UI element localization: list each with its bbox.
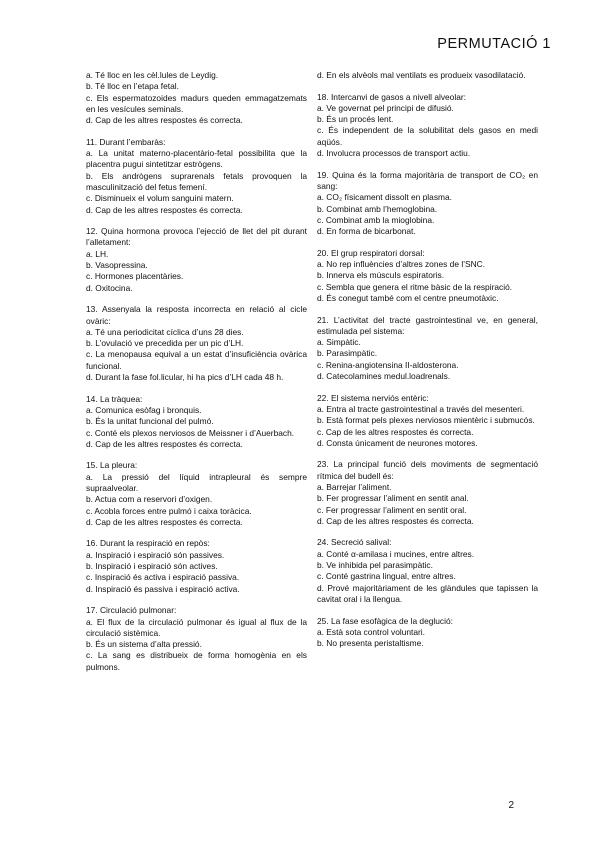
question-title: 12. Quina hormona provoca l’ejecció de llet del pit durant l’alletament: bbox=[86, 226, 307, 248]
answer-option: a. Simpàtic. bbox=[317, 337, 361, 348]
question-title: 11. Durant l’embaràs: bbox=[86, 136, 166, 147]
answer-option: b. No presenta peristaltisme. bbox=[317, 638, 424, 649]
answer-option: c. Fer progressar l’aliment en sentit oral. bbox=[317, 504, 467, 515]
answer-option: b. Innerva els múscuIs espiratoris. bbox=[317, 270, 445, 281]
answer-option: d. Cap de les altres respostes és correcta. bbox=[86, 438, 243, 449]
answer-option: b. Té lloc en l’etapa fetal. bbox=[86, 81, 179, 92]
answer-option: b. Vasopressina. bbox=[86, 260, 148, 271]
question-block bbox=[317, 393, 538, 449]
question-block bbox=[317, 315, 538, 383]
question-title: 19. Quina és la forma majoritària de transport de CO₂ en sang: bbox=[317, 169, 538, 191]
question-title: 25. La fase esofàgica de la deglució: bbox=[317, 615, 453, 626]
answer-option: d. En forma de bicarbonat. bbox=[317, 226, 416, 237]
answer-option: a. Té lloc en les cèl.lules de Leydig. bbox=[86, 70, 219, 80]
question-title: 14. La tràquea: bbox=[86, 393, 143, 404]
question-block bbox=[86, 394, 307, 450]
answer-option: c. És independent de la solubilitat dels gasos en medi aqüós. bbox=[317, 125, 538, 147]
answer-option: a. No rep influències d’altres zones de l’SNC. bbox=[317, 259, 486, 270]
question-block bbox=[317, 459, 538, 527]
question-title: 23. La principal funció dels moviments de segmentació rítmica del budell és: bbox=[317, 459, 538, 481]
question-block bbox=[317, 70, 538, 81]
question-block bbox=[86, 137, 307, 216]
answer-option: a. Entra al tracte gastrointestinal a través del mesenteri. bbox=[317, 403, 525, 414]
answer-option: c. Combinat amb la mioglobina. bbox=[317, 214, 435, 225]
answer-option: c. Cap de les altres respostes és correcta. bbox=[317, 426, 474, 437]
question-block bbox=[317, 92, 538, 160]
answer-option: c. Inspiració és activa i espiració passiva. bbox=[86, 572, 240, 583]
answer-option: a. CO₂ físicament dissolt en plasma. bbox=[317, 192, 452, 203]
question-block bbox=[86, 605, 307, 673]
answer-option: a. La unitat materno-placentàrio-fetal possibilita que la placentra pugui sintetitzar estrògens. bbox=[86, 148, 307, 170]
answer-option: c. Conté els plexos nerviosos de Meissner i d’Auerbach. bbox=[86, 427, 295, 438]
question-title: 16. Durant la respiració en repòs: bbox=[86, 538, 210, 549]
page-header-title: PERMUTACIÓ 1 bbox=[437, 36, 551, 52]
question-title: 18. Intercanvi de gasos a nivell alveolar: bbox=[317, 91, 466, 102]
question-block bbox=[86, 460, 307, 528]
question-block bbox=[86, 70, 307, 126]
answer-option: c. Sembla que genera el ritme bàsic de la respiració. bbox=[317, 281, 513, 292]
answer-option: c. La menopausa equival a un estat d’insuficiència ovàrica funcional. bbox=[86, 349, 307, 371]
answer-option: d. Cap de les altres respostes és correcta. bbox=[86, 516, 243, 527]
question-block bbox=[317, 616, 538, 650]
answer-option: b. Ve inhibida pel parasimpàtic. bbox=[317, 560, 433, 571]
question-title: 21. L’activitat del tracte gastrointestinal ve, en general, estimulada pel sistema: bbox=[317, 314, 538, 336]
answer-option: d. Inspiració és passiva i espiració activa. bbox=[86, 583, 240, 594]
answer-option: d. Durant la fase fol.licular, hi ha pics d’LH cada 48 h. bbox=[86, 372, 284, 383]
answer-option: d. Prové majoritàriament de les glàndules que tapissen la cavitat oral i la llengua. bbox=[317, 582, 538, 604]
question-block bbox=[317, 170, 538, 238]
answer-option: b. Inspiració i espiració són actives. bbox=[86, 561, 218, 572]
answer-option: c. Renina-angiotensina II-aldosterona. bbox=[317, 359, 459, 370]
answer-option: d. En els alvèols mal ventilats es produeix vasodilatació. bbox=[317, 70, 526, 80]
answer-option: b. Fer progressar l’aliment en sentit anal. bbox=[317, 493, 469, 504]
right-column bbox=[317, 70, 538, 660]
answer-option: b. És la unitat funcional del pulmó. bbox=[86, 416, 214, 427]
answer-option: a. Inspiració i espiració són passives. bbox=[86, 549, 225, 560]
answer-option: a. Té una periodicitat cíclica d’uns 28 dies. bbox=[86, 326, 244, 337]
answer-option: c. Acobla forces entre pulmó i caixa toràcica. bbox=[86, 505, 252, 516]
question-title: 17. Circulació pulmonar: bbox=[86, 605, 177, 616]
answer-option: d. Cap de les altres respostes és correcta. bbox=[86, 115, 243, 126]
answer-option: d. És conegut també com el centre pneumotàxic. bbox=[317, 292, 499, 303]
answer-option: b. Els andrògens suprarenals fetals provoquen la masculinització del fetus femení. bbox=[86, 170, 307, 192]
answer-option: b. És un sistema d’alta pressió. bbox=[86, 639, 202, 650]
question-title: 22. El sistema nerviós entèric: bbox=[317, 392, 429, 403]
answer-option: a. Està sota control voluntari. bbox=[317, 626, 425, 637]
answer-option: b. Actua com a reservori d’oxigen. bbox=[86, 494, 213, 505]
answer-option: d. Cap de les altres respostes és correcta. bbox=[317, 515, 474, 526]
answer-option: c. La sang es distribueix de forma homogènia en els pulmons. bbox=[86, 650, 307, 672]
answer-option: a. El flux de la circulació pulmonar és igual al flux de la circulació sistèmica. bbox=[86, 616, 307, 638]
answer-option: a. La pressió del líquid intrapleural és sempre supraalveolar. bbox=[86, 471, 307, 493]
answer-option: c. Hormones placentàries. bbox=[86, 271, 184, 282]
answer-option: a. Ve governat pel principi de difusió. bbox=[317, 102, 454, 113]
question-title: 13. Assenyala la resposta incorrecta en relació al cicle ovàric: bbox=[86, 304, 307, 326]
question-block bbox=[86, 226, 307, 294]
answer-option: d. Cap de les altres respostes és correcta. bbox=[86, 204, 243, 215]
answer-option: c. Disminueix el volum sanguini matern. bbox=[86, 193, 234, 204]
question-block bbox=[86, 538, 307, 594]
question-block bbox=[317, 537, 538, 605]
answer-option: d. Involucra processos de transport actiu. bbox=[317, 148, 471, 159]
answer-option: d. Catecolamines medul.loadrenals. bbox=[317, 371, 451, 382]
question-title: 15. La pleura: bbox=[86, 460, 138, 471]
question-block bbox=[317, 248, 538, 304]
answer-option: d. Oxitocina. bbox=[86, 282, 133, 293]
answer-option: b. És un procés lent. bbox=[317, 114, 394, 125]
question-title: 24. Secreció salival: bbox=[317, 537, 392, 548]
left-column bbox=[86, 70, 307, 683]
answer-option: a. Barrejar l’aliment. bbox=[317, 481, 392, 492]
answer-option: b. Combinat amb l’hemoglobina. bbox=[317, 203, 438, 214]
answer-option: c. Conté gastrina lingual, entre altres. bbox=[317, 571, 456, 582]
answer-option: a. Comunica esòfag i bronquis. bbox=[86, 404, 202, 415]
question-block bbox=[86, 304, 307, 383]
answer-option: c. Els espermatozoides madurs queden emmagatzemats en les vesícules seminals. bbox=[86, 92, 307, 114]
question-title: 20. El grup respiratori dorsal: bbox=[317, 247, 425, 258]
answer-option: a. LH. bbox=[86, 248, 109, 259]
answer-option: b. Parasimpàtic. bbox=[317, 348, 378, 359]
answer-option: b. L’ovulació ve precedida per un pic d’LH. bbox=[86, 338, 244, 349]
page-number: 2 bbox=[508, 800, 514, 811]
answer-option: d. Consta únicament de neurones motores. bbox=[317, 437, 478, 448]
answer-option: b. Està format pels plexes nerviosos mientèric i submucós. bbox=[317, 415, 535, 426]
answer-option: a. Conté α-amilasa i mucines, entre altres. bbox=[317, 548, 475, 559]
